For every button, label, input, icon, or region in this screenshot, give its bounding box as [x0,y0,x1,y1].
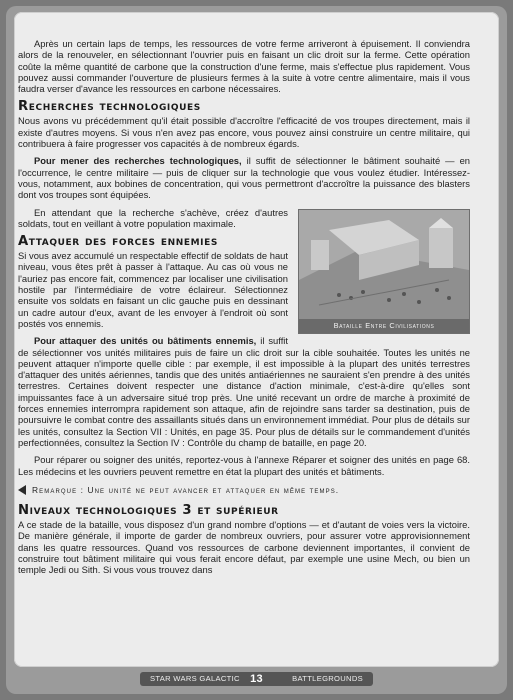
paragraph-1: Après un certain laps de temps, les ressources de votre ferme arriveront à épuisement. Il conviendra alors de la renouveler, en sélectionnant l'ouvrier puis en faisant un clic droit sur la ferme. Cette opération coûte la même quantité de carbone que la construction d'une ferme, mais s'effectue plus rapidement. Vous pouvez aussi commander l'ouverture de plusieurs fermes à la suite à votre centre alimentaire, mais il vous faudra verser d'avance les ressources en carbone nécessaires. [18,38,470,95]
paragraph-5: Si vous avez accumulé un respectable effectif de soldats de haut niveau, vous êtes prêt à passer à l'attaque. Au cas où vous ne l'auriez pas encore fait, commencez par localiser une civilisation hostile par l'intermédiaire de votre éclaireur. Sélectionnez ensuite vos soldats en faisant un clic gauche puis en dessinant un cadre autour d'eux, avant de les envoyer à l'endroit où sont postés vos ennemis. [18,250,288,329]
remark-text: Remarque : Une unité ne peut avancer et attaquer en même temps. [32,484,340,495]
paragraph-3 [18,155,470,200]
paragraph-8: A ce stade de la bataille, vous disposez d'un grand nombre d'options — et d'autant de voies vers la victoire. De manière générale, il importe de garder de nombreux ouvriers, pour assurer votre approvisionnement dans les quatre ressources. Quand vos ressources de carbone deviennent importantes, il convient de construire tout bâtiment militaire qui vous ferait encore défaut, par exemple une usine Mech, ou bien un temple Jedi ou Sith. Si vous vous trouvez dans [18,519,470,576]
paragraph-6-bold: Pour attaquer des unités ou bâtiments ennemis, [34,335,257,347]
paragraph-3-rest: il suffit de sélectionner le bâtiment souhaité — en l'occurrence, le centre militaire — puis de cliquer sur la technologie que vous voulez étudier. Intéressez-vous, notamment, aux bobines de concentration, qui vous permettront d'accroître la puissance des blasters dont vos troupes sont équipées. [18,155,470,201]
paragraph-7: Pour réparer ou soigner des unités, reportez-vous à l'annexe Réparer et soigner des unités en page 68. Les médecins et les ouvriers peuvent remettre en état la plupart des unités et bâtiments. [18,454,470,477]
paragraph-3-bold: Pour mener des recherches technologiques, [34,155,242,167]
footer-right-title: BATTLEGROUNDS [292,674,363,683]
battle-screenshot [298,209,470,334]
heading-recherches: Recherches technologiques [18,99,201,115]
battle-illustration [299,210,469,319]
paragraph-6 [18,335,470,448]
footer-left-title: STAR WARS GALACTIC [150,674,240,683]
page-number: 13 [250,673,263,685]
paragraph-6-rest: il suffit de sélectionner vos unités militaires puis de faire un clic droit sur la cible souhaitée. Toutes les unités ne peuvent attaquer n'importe quelle cible : par exemple, il est impossible à la plupart des unités terrestres d'attaquer des unités aériennes, tandis que des unités antiaériennes ne sauraient s'en prendre à des unités terrestres. Certaines doivent respecter une distance d'action minimale, c'est-à-dire qu'elles sont impuissantes face à un adversaire situé trop près. Une unité recevant un ordre de marche à proximité de forces ennemies interrompra rapidement son attaque, afin de rejoindre sans tarder sa destination, puis de poursuivre le combat contre des assaillants situés dans un environnement immédiat. Pour plus de détails sur les unités, consultez la Section VII : Unités, en page 35. Pour plus de détails sur le commandement d'unités perfectionnées, consultez la Section IV : Contrôle du champ de bataille, en page 20. [18,335,470,448]
figure-caption: Bataille Entre Civilisations [299,319,469,333]
paragraph-2: Nous avons vu précédemment qu'il était possible d'accroître l'efficacité de vos troupes directement, mais il existe d'autres moyens. Si vous n'en avez pas encore, vous pouvez ainsi construire un centre militaire, qui contribuera à faire progresser vos capacités à de nombreux égards. [18,115,470,150]
paragraph-4: En attendant que la recherche s'achève, créez d'autres soldats, tout en veillant à votre population maximale. [18,206,288,229]
heading-attaquer: Attaquer des forces ennemies [18,234,218,250]
document-content [18,38,470,582]
heading-niveaux: Niveaux technologiques 3 et supérieur [18,503,279,519]
left-arrow-icon [18,485,26,495]
remark-note [18,485,470,496]
footer-bar [140,672,373,686]
